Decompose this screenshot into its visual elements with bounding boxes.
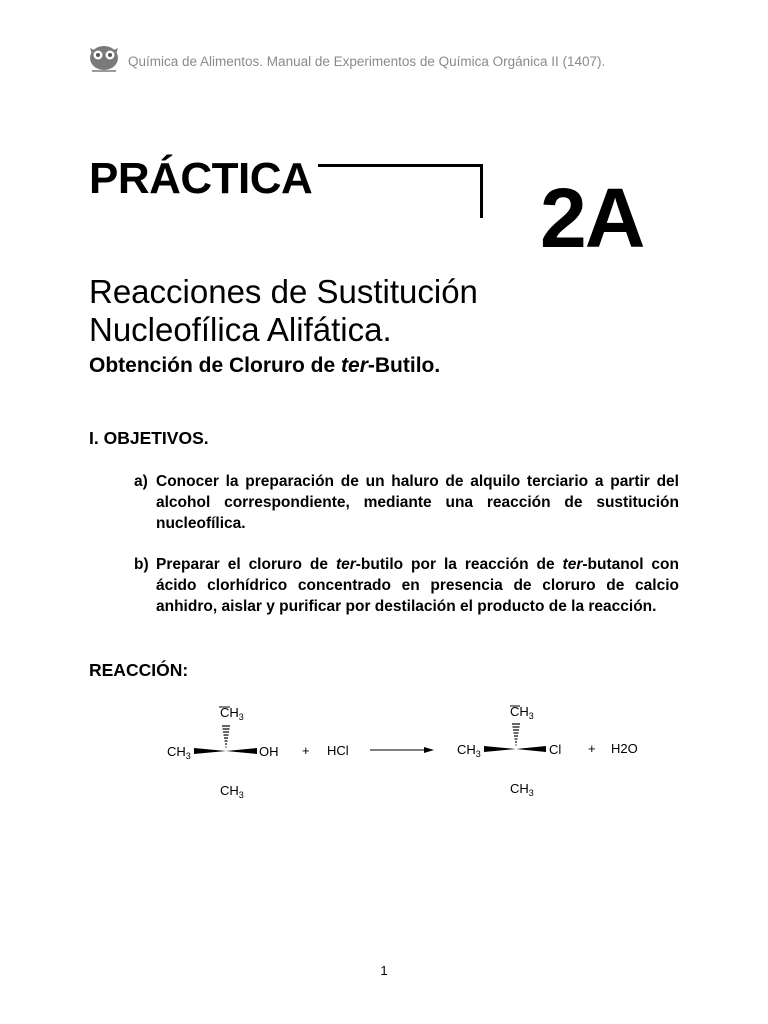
subheading-italic: ter: [341, 354, 368, 377]
product-top-ch3: $CH_3$: [510, 704, 534, 721]
objectives-heading: I. OBJETIVOS.: [89, 428, 209, 448]
practice-number: 2A: [540, 171, 644, 265]
reactant-bottom-ch3: $CH_3$: [220, 783, 244, 800]
reactant-left-ch3: $CH_3$: [167, 744, 191, 761]
product-tert-butyl-chloride: [457, 704, 561, 798]
reactant-top-ch3: $CH_3$: [220, 705, 244, 722]
objective-b-italic1: ter: [335, 556, 356, 573]
objective-b-part1: Preparar el cloruro de: [156, 556, 336, 573]
subtitle-line-1: Reacciones de Sustitución: [89, 273, 478, 310]
product-water: H2O: [611, 741, 638, 756]
product-hashed-bond: [512, 724, 520, 745]
product-bottom-ch3: $CH_3$: [510, 781, 534, 798]
objective-b: [134, 554, 679, 617]
page-number: 1: [380, 963, 388, 978]
practice-subtitle: [89, 273, 478, 349]
product-wedge-left: [484, 746, 516, 752]
owl-logo-icon: [88, 42, 120, 74]
objective-b-part3: -butanol con ácido clorhídrico concentrado en presencia de cloruro de calcio anhidro, aislar y purificar por destilación el producto de la reacción.: [156, 556, 679, 615]
objective-a-text: Conocer la preparación de un haluro de alquilo terciario a partir del alcohol correspondiente, mediante una reacción de sustitución nucleofílica.: [156, 473, 679, 532]
reactant-hashed-bond: [222, 726, 230, 747]
practice-subheading: [89, 354, 440, 378]
objective-b-marker: b): [134, 556, 149, 573]
product-cl: Cl: [549, 742, 562, 757]
reactant-tert-butanol: [167, 705, 279, 800]
objective-a: [134, 471, 679, 534]
product-wedge-right: [516, 746, 546, 752]
objective-a-marker: a): [134, 473, 148, 490]
reaction-heading: REACCIÓN:: [89, 660, 189, 680]
reagent-hcl: HCl: [327, 743, 349, 758]
reactant-oh: OH: [259, 744, 279, 759]
product-left-ch3: $CH_3$: [457, 742, 481, 759]
reaction-scheme: [0, 690, 768, 810]
plus-sign-2: +: [588, 741, 596, 756]
title-rule-horizontal: [318, 164, 483, 167]
subheading-text-end: -Butilo.: [367, 354, 441, 377]
title-rule-vertical: [480, 164, 483, 218]
header-text: Química de Alimentos. Manual de Experimentos de Química Orgánica II (1407).: [128, 54, 606, 69]
objective-b-italic2: ter: [562, 556, 583, 573]
subheading-text: Obtención de Cloruro de: [89, 354, 342, 377]
practice-title: PRÁCTICA: [89, 154, 313, 203]
objective-b-part2: -butilo por la reacción de: [355, 556, 563, 573]
objective-b-text: [134, 554, 679, 617]
reactant-wedge-right: [226, 748, 257, 754]
subtitle-line-2: Nucleofílica Alifática.: [89, 311, 392, 348]
plus-sign-1: +: [302, 743, 310, 758]
reaction-arrow-icon: [370, 747, 434, 753]
reactant-wedge-left: [194, 748, 226, 754]
